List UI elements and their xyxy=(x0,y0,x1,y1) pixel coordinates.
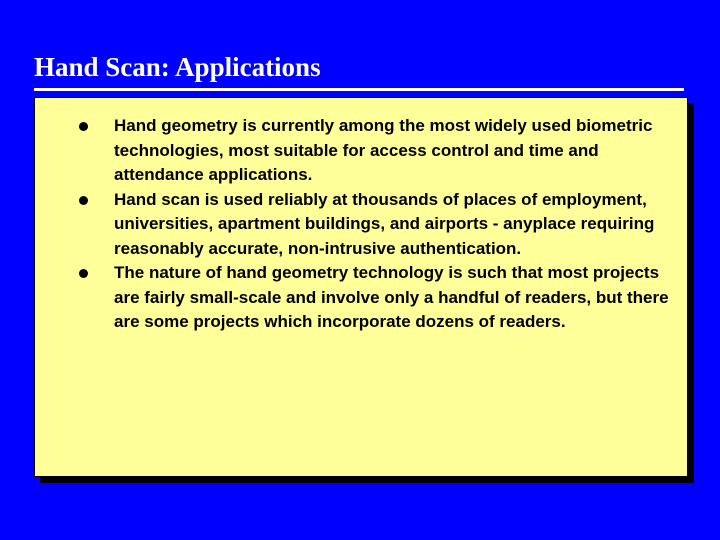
bullet-item xyxy=(79,188,679,262)
title-bar xyxy=(34,52,694,90)
bullet-dot-icon xyxy=(79,122,88,131)
bullet-list xyxy=(79,114,679,335)
bullet-dot-icon xyxy=(79,196,88,205)
bullet-dot-icon xyxy=(79,269,88,278)
bullet-text: The nature of hand geometry technology is such that most projects are fairly small-scale and involve only a handful of readers, but there are some projects which incorporate dozens of readers. xyxy=(114,263,669,331)
slide-title: Hand Scan: Applications xyxy=(34,52,321,82)
bullet-item xyxy=(79,261,679,335)
content-panel xyxy=(34,97,688,477)
bullet-item xyxy=(79,114,679,188)
bullet-text: Hand scan is used reliably at thousands of places of employment, universities, apartment buildings, and airports - anyplace requiring reasonably accurate, non-intrusive authentication. xyxy=(114,189,655,258)
bullet-text: Hand geometry is currently among the most widely used biometric technologies, most suitable for access control and time and attendance applications. xyxy=(114,116,653,184)
title-underline xyxy=(34,88,684,91)
